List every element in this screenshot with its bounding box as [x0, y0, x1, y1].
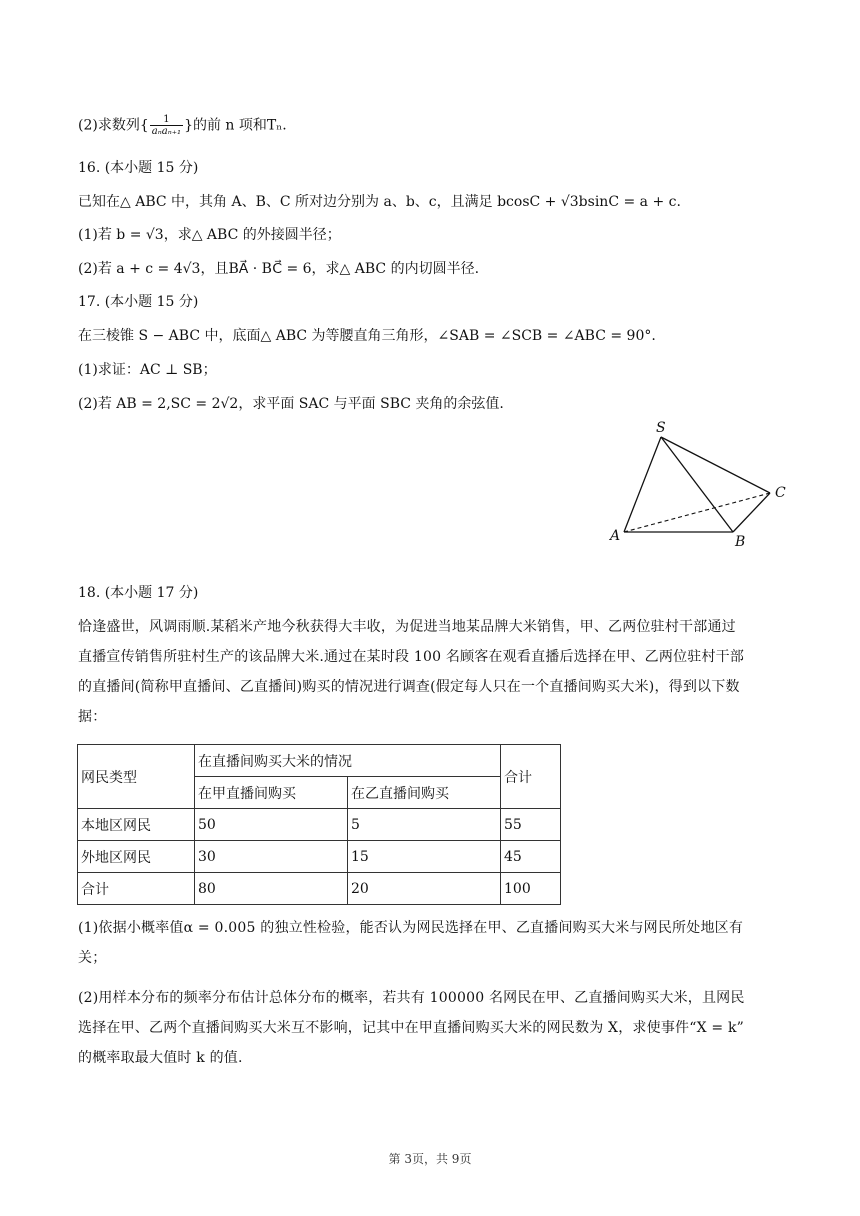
- cell-yi: 5: [348, 809, 501, 841]
- q18-part1: (1)依据小概率值α = 0.005 的独立性检验，能否认为网民选择在甲、乙直播间购买大米与网民所处地区有 关；: [78, 920, 744, 966]
- cell-jia: 50: [195, 809, 348, 841]
- table-row: [78, 809, 561, 841]
- cell-yi: 15: [348, 841, 501, 873]
- th-purchase-group: 在直播间购买大米的情况: [195, 745, 501, 777]
- q16-part1: (1)若 b = √3，求△ ABC 的外接圆半径；: [78, 227, 341, 243]
- q16-part2: (2)若 a + c = 4√3，且BA⃗ · BC⃗ = 6，求△ ABC 的内切圆半径.: [78, 261, 480, 277]
- th-jia: 在甲直播间购买: [195, 777, 348, 809]
- survey-table: [77, 744, 561, 905]
- cell-total: 100: [501, 873, 561, 905]
- q17-part1: (1)求证：AC ⊥ SB；: [78, 362, 217, 378]
- q18-paragraph: 恰逢盛世，风调雨顺.某稻米产地今秋获得大丰收，为促进当地某品牌大米销售，甲、乙两位驻村干部通过 直播宣传销售所驻村生产的该品牌大米.通过在某时段 100 名顾客在观看直播后选择在甲、乙两位驻村干部 的直播间(简称甲直播间、乙直播间)购买的情况进行调查(假定每人只在一个直播间购买大米)，得到以下数 据：: [78, 619, 745, 725]
- q16-stem: 已知在△ ABC 中，其角 A、B、C 所对边分别为 a、b、c，且满足 bcosC + √3bsinC = a + c.: [78, 194, 681, 210]
- cell-total: 55: [501, 809, 561, 841]
- cell-total: 45: [501, 841, 561, 873]
- edge-SA: [624, 437, 661, 532]
- label-A: A: [610, 528, 621, 544]
- cell-jia: 30: [195, 841, 348, 873]
- table-header-row: [78, 745, 561, 777]
- q18-part2: (2)用样本分布的频率分布估计总体分布的概率，若共有 100000 名网民在甲、乙直播间购买大米，且网民 选择在甲、乙两个直播间购买大米互不影响，记其中在甲直播间购买大米的网民数为 X，求使事件“X = k” 的概率取最大值时 k 的值.: [78, 990, 745, 1066]
- th-yi: 在乙直播间购买: [348, 777, 501, 809]
- page-footer: 第 3页，共 9页: [388, 1152, 472, 1166]
- th-total: 合计: [501, 745, 561, 809]
- label-C: C: [775, 485, 786, 501]
- q18-header: 18. (本小题 17 分): [78, 585, 199, 601]
- q17-part2: (2)若 AB = 2,SC = 2√2，求平面 SAC 与平面 SBC 夹角的余弦值.: [78, 396, 504, 412]
- edge-SC: [661, 437, 770, 493]
- row-label: 外地区网民: [78, 841, 195, 873]
- th-netizen-type: 网民类型: [78, 745, 195, 809]
- edge-AC-hidden: [624, 493, 770, 532]
- q17-stem: 在三棱锥 S − ABC 中，底面△ ABC 为等腰直角三角形，∠SAB = ∠SCB = ∠ABC = 90°.: [78, 328, 656, 344]
- cell-yi: 20: [348, 873, 501, 905]
- q16-header: 16. (本小题 15 分): [78, 160, 199, 176]
- table-row: [78, 873, 561, 905]
- label-S: S: [656, 420, 666, 436]
- q17-header: 17. (本小题 15 分): [78, 294, 199, 310]
- q15-fraction: $\frac{1}{\text{aₙaₙ₊₁}}$: [151, 114, 182, 137]
- edge-SB: [661, 437, 733, 532]
- row-label: 合计: [78, 873, 195, 905]
- pyramid-figure: [600, 412, 800, 552]
- table-row: [78, 841, 561, 873]
- label-B: B: [735, 534, 746, 550]
- cell-jia: 80: [195, 873, 348, 905]
- q15-part2: (2)求数列{ $\frac{1}{\text{aₙaₙ₊₁}}$ }的前 n 项和Tₙ.: [78, 114, 287, 137]
- row-label: 本地区网民: [78, 809, 195, 841]
- edge-BC: [733, 493, 770, 532]
